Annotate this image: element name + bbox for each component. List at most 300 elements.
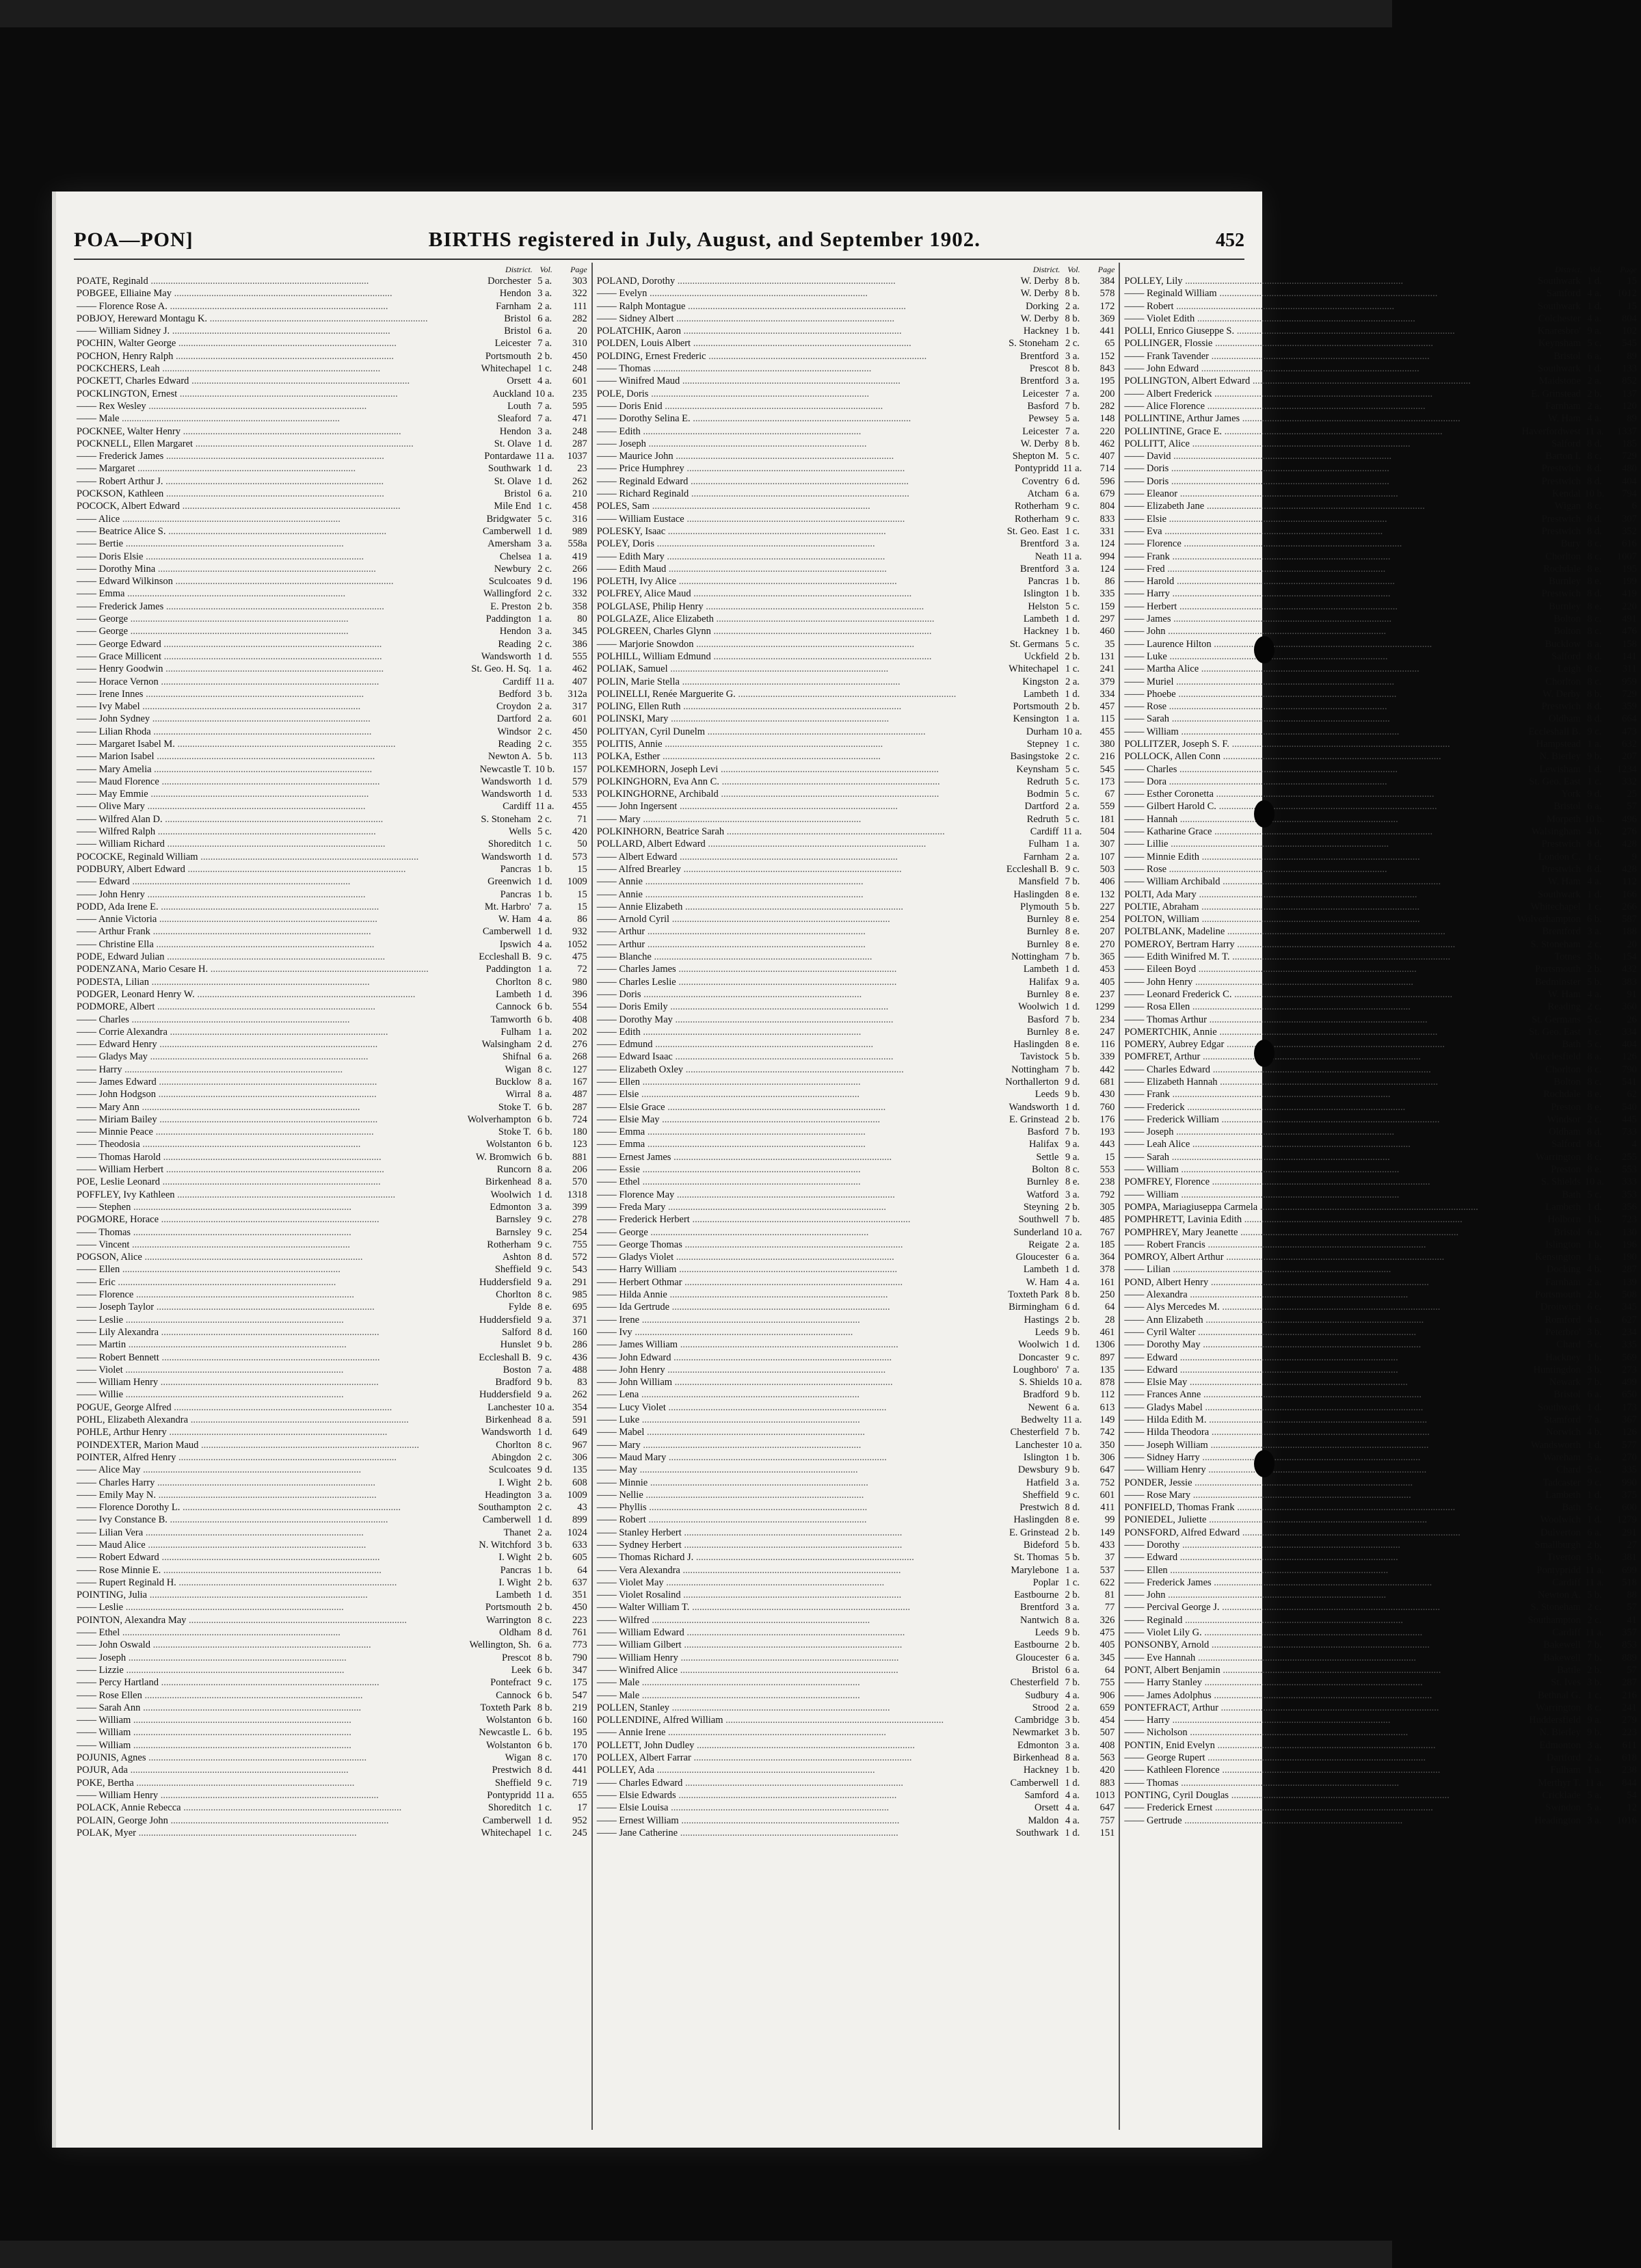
entry-volume: 6 d. <box>1065 475 1080 487</box>
entry-page: 460 <box>1099 626 1115 637</box>
entry-district: Mt. Harbro' <box>484 901 531 912</box>
entry-page: 755 <box>1099 1677 1115 1689</box>
entry-name: POINDEXTER, Marion Maud ..... <box>77 1439 429 1451</box>
entry-volume: 7 b. <box>1065 951 1080 963</box>
entry-district: Salford <box>502 1326 531 1338</box>
register-entry <box>597 1064 1115 1076</box>
entry-volume: 3 a. <box>537 1489 552 1501</box>
entry-page: 608 <box>572 1477 587 1488</box>
entry-page: 420 <box>1099 1765 1115 1776</box>
register-entry <box>597 1539 1115 1551</box>
entry-district: Pewsey <box>1028 413 1059 425</box>
entry-volume: 1 b. <box>1065 1765 1080 1776</box>
entry-volume: 9 c. <box>1065 513 1080 525</box>
entry-name: POLTON, William ..... <box>1124 913 1478 925</box>
entry-page: 442 <box>1099 1064 1115 1075</box>
register-entry <box>77 1477 587 1489</box>
entry-volume: 8 c. <box>1587 676 1602 687</box>
entry-volume: 2 a. <box>1065 1239 1080 1250</box>
entry-district: St. Olave <box>494 438 531 449</box>
entry-district: Woolwich <box>1018 1001 1059 1013</box>
entry-page: 72 <box>577 964 587 975</box>
entry-name: PONTING, Cyril Douglas ..... <box>1124 1789 1478 1802</box>
register-entry <box>1124 300 1636 313</box>
register-entry <box>1124 1001 1636 1013</box>
entry-volume: 8 b. <box>1065 1289 1080 1301</box>
entry-volume: 1 b. <box>1586 1239 1602 1250</box>
entry-volume: 1 c. <box>1587 851 1602 862</box>
entry-name: POCKNEE, Walter Henry ..... <box>77 425 429 438</box>
register-entry <box>77 1126 587 1138</box>
entry-district: Newcastle T. <box>479 763 531 775</box>
entry-name: —— Ethel ..... <box>77 1626 429 1639</box>
entry-name: —— Annie Elizabeth ..... <box>597 901 957 913</box>
register-entry <box>597 613 1115 625</box>
entry-volume: 4 a. <box>1587 313 1602 324</box>
entry-volume: 8 e. <box>537 1302 552 1313</box>
entry-volume: 3 a. <box>1065 350 1080 362</box>
entry-volume: 2 a. <box>1065 851 1080 862</box>
entry-volume: 1 d. <box>1586 276 1602 287</box>
register-entry <box>597 1789 1115 1802</box>
entry-name: —— Rose Mary ..... <box>1124 1489 1478 1501</box>
entry-volume: 4 a. <box>1587 1314 1602 1326</box>
entry-district: Huddersfield <box>479 1389 531 1401</box>
entry-page: 1299 <box>1095 1001 1115 1013</box>
entry-volume: 5 c. <box>1587 1014 1602 1025</box>
entry-volume: 9 b. <box>1586 1727 1602 1739</box>
entry-district: Bolton <box>1553 626 1581 637</box>
entry-district: Bath <box>1562 1189 1581 1200</box>
entry-name: —— Alys Mercedes M. ..... <box>1124 1301 1478 1313</box>
entry-name: —— Leslie ..... <box>77 1314 429 1326</box>
entry-name: POLTIE, Abraham ..... <box>1124 901 1478 913</box>
entry-district: Pontardawe <box>484 451 531 462</box>
register-entry <box>77 1076 587 1088</box>
register-entry <box>1124 800 1636 813</box>
register-entry <box>1124 1201 1636 1213</box>
entry-district: Doncaster <box>1018 1351 1059 1363</box>
register-entry <box>77 362 587 375</box>
entry-name: —— May Emmie ..... <box>77 788 429 800</box>
entry-district: Dewsbury <box>1017 1464 1059 1476</box>
entry-district: Rochdale <box>1543 563 1581 575</box>
entry-page: 270 <box>1099 938 1115 950</box>
register-entry <box>1124 976 1636 988</box>
register-entry <box>597 901 1115 913</box>
entry-page: 15 <box>1627 300 1637 312</box>
register-entry <box>1124 963 1636 975</box>
entry-volume: 11 a. <box>535 1789 555 1801</box>
entry-district: Southwark <box>1538 1401 1581 1413</box>
entry-name: —— Emma ..... <box>597 1126 957 1138</box>
entry-page: 647 <box>1099 1802 1115 1814</box>
entry-page: 794 <box>1622 488 1637 500</box>
entry-page: 287 <box>1622 1677 1637 1689</box>
entry-page: 254 <box>572 1226 587 1238</box>
entry-volume: 8 e. <box>1587 1101 1602 1113</box>
entry-name: POLLITT, Alice ..... <box>1124 438 1478 450</box>
entry-page: 355 <box>572 738 587 750</box>
entry-name: —— Reginald William ..... <box>1124 287 1478 300</box>
entry-district: Prescot <box>1029 363 1059 375</box>
entry-district: Sleaford <box>497 413 531 425</box>
entry-volume: 10 b. <box>1584 488 1605 500</box>
register-page <box>52 192 1637 2148</box>
entry-volume: 1 d. <box>537 475 552 487</box>
register-entry <box>1124 1176 1636 1188</box>
entry-volume: 3 a. <box>1065 538 1080 550</box>
entry-volume: 9 b. <box>1065 1627 1080 1639</box>
entry-name: —— George ..... <box>77 613 429 625</box>
entry-page: 287 <box>572 1101 587 1113</box>
entry-district: Greenwich <box>488 876 531 888</box>
register-entry <box>597 287 1115 300</box>
register-entry <box>597 1614 1115 1626</box>
entry-name: —— William Richard ..... <box>77 838 429 850</box>
entry-volume: 4 b. <box>1586 1264 1602 1276</box>
entry-volume: 5 b. <box>1586 1590 1602 1601</box>
register-entry <box>597 575 1115 588</box>
entry-name: PONTIN, Enid Evelyn ..... <box>1124 1739 1478 1752</box>
entry-district: Mansfield <box>1018 876 1059 888</box>
entry-district: Bolton <box>1553 1077 1581 1087</box>
entry-page: 357 <box>1622 1627 1637 1639</box>
entry-name: —— Evelyn ..... <box>597 287 957 300</box>
entry-district: Wandsworth <box>481 789 531 800</box>
entry-district: Chorlton <box>1545 551 1581 562</box>
entry-name: —— Stephen ..... <box>77 1201 429 1213</box>
entry-list <box>1124 275 1636 1827</box>
entry-district: Brentford <box>1020 1602 1059 1613</box>
entry-page: 133 <box>1622 363 1637 375</box>
entry-volume: 7 a. <box>1065 1364 1080 1375</box>
entry-name: POGMORE, Horace ..... <box>77 1213 429 1226</box>
entry-district: Prestwich <box>1541 588 1581 600</box>
register-entry <box>597 1501 1115 1514</box>
entry-volume: 6 b. <box>537 1715 552 1726</box>
register-entry <box>77 450 587 462</box>
entry-name: —— Gilbert Harold C. ..... <box>1124 800 1478 813</box>
register-entry <box>597 700 1115 713</box>
entry-district: Farnham <box>1545 1276 1581 1288</box>
entry-district: Hampstead <box>1536 738 1581 750</box>
entry-page: 287 <box>572 438 587 449</box>
entry-district: E. Grinstead <box>1009 1527 1059 1538</box>
entry-name: —— Mary Amelia ..... <box>77 763 429 776</box>
entry-district: Rotherham <box>1014 501 1059 512</box>
entry-district: Southampton <box>1527 1614 1581 1626</box>
entry-district: Lambeth <box>1545 1489 1581 1501</box>
entry-volume: 1 d. <box>1065 1339 1080 1351</box>
register-entry <box>1124 951 1636 963</box>
entry-district: Lambeth <box>496 988 531 1000</box>
entry-district: Sudbury <box>1025 1689 1059 1701</box>
entry-volume: 5 b. <box>1065 901 1080 912</box>
entry-name: POFFLEY, Ivy Kathleen ..... <box>77 1189 429 1201</box>
entry-page: 91 <box>1627 988 1637 1000</box>
entry-district: Toxteth Park <box>1008 1289 1059 1301</box>
entry-volume: 1 b. <box>1065 326 1080 337</box>
entry-page: 276 <box>1622 826 1637 838</box>
entry-page: 86 <box>1104 576 1115 588</box>
entry-page: 755 <box>572 1239 587 1250</box>
entry-district: S. Stoneham <box>481 813 531 825</box>
entry-page: 1337 <box>1616 425 1637 437</box>
entry-volume: 2 b. <box>537 1477 552 1488</box>
register-entry <box>597 1827 1115 1839</box>
register-entry <box>597 462 1115 475</box>
register-entry <box>1124 588 1636 600</box>
entry-volume: 1 a. <box>537 663 552 675</box>
register-entry <box>77 1789 587 1802</box>
entry-volume: 9 a. <box>1065 1139 1080 1150</box>
entry-district: Prestwich <box>1541 701 1581 713</box>
entry-district: Keynsham <box>1538 338 1581 350</box>
entry-name: —— Frederick Herbert ..... <box>597 1213 957 1226</box>
entry-name: —— Eileen Boyd ..... <box>1124 963 1478 975</box>
register-entry <box>1124 400 1636 412</box>
entry-name: —— Lilian Vera ..... <box>77 1527 429 1539</box>
entry-name: —— Essie ..... <box>597 1163 957 1176</box>
entry-name: POLEY, Doris ..... <box>597 538 957 550</box>
entry-district: Cannock <box>496 1689 531 1701</box>
entry-page: 897 <box>1099 1351 1115 1363</box>
register-entry <box>597 800 1115 813</box>
entry-page: 303 <box>572 276 587 287</box>
entry-page: 952 <box>572 1815 587 1826</box>
register-entry <box>597 1364 1115 1376</box>
register-entry <box>597 663 1115 675</box>
entry-volume: 8 c. <box>1587 501 1602 512</box>
register-entry <box>597 938 1115 951</box>
entry-volume: 1 c. <box>537 1802 552 1814</box>
register-entry <box>1124 601 1636 613</box>
register-entry <box>1124 1451 1636 1464</box>
entry-name: —— Edward ..... <box>1124 1351 1478 1364</box>
entry-district: Bakewell <box>1543 1652 1581 1663</box>
entry-volume: 3 a. <box>537 288 552 300</box>
register-entry <box>597 788 1115 800</box>
entry-name: —— Minnie ..... <box>597 1477 957 1489</box>
register-entry <box>77 400 587 412</box>
entry-name: PODD, Ada Irene E. ..... <box>77 901 429 913</box>
entry-name: —— Ralph Montague ..... <box>597 300 957 313</box>
entry-district: Bedwelty <box>1020 1414 1059 1426</box>
entry-name: —— Florence Dorothy L. ..... <box>77 1501 429 1514</box>
entry-district: Basford <box>1027 1014 1059 1025</box>
entry-page: 241 <box>1099 663 1115 675</box>
register-entry <box>597 588 1115 600</box>
register-entry <box>1124 1364 1636 1376</box>
entry-name: —— Ethel ..... <box>597 1176 957 1188</box>
entry-volume: 8 c. <box>1587 1064 1602 1075</box>
entry-volume: 8 c. <box>1587 626 1602 637</box>
entry-district: Wells <box>509 826 531 838</box>
entry-volume: 1 c. <box>1587 1026 1602 1038</box>
register-entry <box>77 913 587 925</box>
register-entry <box>77 938 587 951</box>
entry-page: 555 <box>572 650 587 662</box>
entry-page: 699 <box>1622 1564 1637 1576</box>
entry-page: 407 <box>572 676 587 687</box>
register-entry <box>1124 625 1636 637</box>
register-entry <box>1124 938 1636 951</box>
entry-volume: 7 b. <box>1065 1014 1080 1025</box>
entry-district: Newton A. <box>1538 1590 1581 1601</box>
register-entry <box>1124 1802 1636 1814</box>
entry-page: 62 <box>1627 1089 1637 1100</box>
entry-page: 729 <box>1622 451 1637 462</box>
entry-name: —— Elsie May ..... <box>597 1113 957 1126</box>
entry-page: 139 <box>1622 1276 1637 1288</box>
entry-district: Shepton M. <box>1012 451 1059 462</box>
entry-name: —— Thomas Arthur ..... <box>1124 1014 1478 1026</box>
entry-district: Chesterfield <box>1010 1677 1059 1689</box>
entry-name: PODE, Edward Julian ..... <box>77 951 429 963</box>
entry-volume: 4 a. <box>537 375 552 387</box>
entry-district: Burnley <box>1026 1026 1059 1038</box>
entry-page: 543 <box>572 1264 587 1276</box>
entry-district: Wallingford <box>483 588 531 600</box>
entry-volume: 9 c. <box>537 1226 552 1238</box>
entry-volume: 5 c. <box>1065 763 1080 775</box>
entry-page: 383 <box>1622 976 1637 988</box>
entry-volume: 9 a. <box>537 1276 552 1288</box>
entry-name: —— James William ..... <box>597 1339 957 1351</box>
entry-name: —— Annie Irene ..... <box>597 1726 957 1739</box>
page-title: BIRTHS registered in July, August, and September 1902. <box>428 227 980 251</box>
entry-page: 632 <box>1622 738 1637 750</box>
entry-page: 173 <box>1099 776 1115 787</box>
entry-volume: 9 c. <box>537 1677 552 1689</box>
entry-page: 43 <box>577 1502 587 1514</box>
entry-name: —— Doris ..... <box>597 988 957 1001</box>
entry-page: 757 <box>1099 1815 1115 1826</box>
entry-district: Nottingham <box>1011 951 1059 963</box>
register-entry <box>77 1038 587 1051</box>
entry-page: 601 <box>572 713 587 725</box>
entry-name: —— George Thomas ..... <box>597 1239 957 1251</box>
register-entry <box>77 763 587 776</box>
entry-page: 196 <box>572 576 587 588</box>
entry-name: —— Margaret Isabel M. ..... <box>77 738 429 750</box>
entry-volume: 2 b. <box>1065 1113 1080 1125</box>
entry-name: PODMORE, Albert ..... <box>77 1001 429 1013</box>
entry-volume: 9 a. <box>1065 1151 1080 1163</box>
entry-volume: 1 d. <box>1065 614 1080 625</box>
entry-name: POLIAK, Samuel ..... <box>597 663 957 675</box>
entry-name: POMPHREY, Mary Jeanette ..... <box>1124 1226 1478 1239</box>
register-entry <box>597 300 1115 313</box>
entry-volume: 9 d. <box>1586 789 1602 800</box>
entry-district: Cardiff <box>503 801 531 813</box>
register-entry <box>77 525 587 538</box>
entry-volume: 5 c. <box>1065 451 1080 462</box>
entry-district: Redruth <box>1026 813 1059 825</box>
entry-volume: 1 a. <box>537 1026 552 1038</box>
entry-volume: 1 d. <box>537 851 552 862</box>
entry-district: Huntingdon <box>1533 1364 1581 1375</box>
register-entry <box>597 838 1115 850</box>
entry-district: Portsmouth <box>485 1602 531 1613</box>
entry-name: —— Cyril Walter ..... <box>1124 1326 1478 1339</box>
entry-name: —— Lucy Violet ..... <box>597 1401 957 1414</box>
entry-name: —— Frederick William ..... <box>1124 1113 1478 1126</box>
entry-name: POMROY, Albert Arthur ..... <box>1124 1251 1478 1263</box>
entry-district: S. Shields <box>1540 1176 1581 1188</box>
entry-page: 89 <box>1627 413 1637 425</box>
entry-page: 88 <box>1627 1590 1637 1601</box>
entry-name: —— Sarah ..... <box>1124 713 1478 725</box>
entry-district: Sheffield <box>1022 1489 1059 1501</box>
entry-name: —— Charles ..... <box>77 1014 429 1026</box>
register-entry <box>597 513 1115 525</box>
entry-volume: 5 b. <box>1586 976 1602 988</box>
entry-page: 773 <box>572 1639 587 1651</box>
register-entry <box>1124 776 1636 788</box>
entry-page: 573 <box>572 851 587 862</box>
entry-volume: 8 e. <box>1587 1164 1602 1176</box>
entry-name: —— Arthur ..... <box>597 938 957 951</box>
entry-page: 102 <box>1622 326 1637 337</box>
entry-name: POBJOY, Hereward Montagu K. ..... <box>77 313 429 325</box>
entry-name: —— Hilda Theodora ..... <box>1124 1426 1478 1438</box>
entry-page: 248 <box>572 363 587 375</box>
entry-district: Birmingham <box>1009 1302 1059 1313</box>
entry-name: —— Arnold Cyril ..... <box>597 913 957 925</box>
entry-name: —— Maud Florence ..... <box>77 776 429 788</box>
entry-page: 433 <box>1099 1539 1115 1551</box>
entry-page: 112 <box>1100 1389 1115 1401</box>
entry-district: Lambeth <box>1023 964 1059 975</box>
entry-volume: 6 b. <box>537 1113 552 1125</box>
entry-volume: 1 c. <box>1065 525 1080 537</box>
register-entry <box>1124 287 1636 300</box>
register-entry <box>77 412 587 425</box>
entry-name: —— Elsie May ..... <box>1124 1376 1478 1388</box>
entry-volume: 7 b. <box>1065 400 1080 412</box>
entry-page: 149 <box>1099 1414 1115 1426</box>
entry-volume: 5 c. <box>1065 601 1080 612</box>
entry-name: —— Eva ..... <box>1124 525 1478 538</box>
entry-name: —— Florence Rose A. ..... <box>77 300 429 313</box>
entry-page: 457 <box>1099 701 1115 713</box>
register-entry <box>77 1777 587 1789</box>
entry-volume: 8 a. <box>537 1164 552 1176</box>
entry-name: —— Elizabeth Jane ..... <box>1124 500 1478 512</box>
entry-page: 297 <box>1099 614 1115 625</box>
register-entry <box>597 1527 1115 1539</box>
entry-name: —— Sarah Ann ..... <box>77 1702 429 1714</box>
entry-district: W. Ham <box>1026 1276 1059 1288</box>
entry-name: —— John Sydney ..... <box>77 713 429 725</box>
entry-district: N. Witchford <box>479 1539 531 1551</box>
entry-page: 185 <box>1622 438 1637 449</box>
register-entry <box>1124 650 1636 663</box>
entry-district: Haslingden <box>1013 1514 1059 1526</box>
register-entry <box>77 638 587 650</box>
entry-page: 190 <box>1622 1252 1637 1263</box>
entry-page: 369 <box>1099 313 1115 324</box>
entry-district: E. Grinstead <box>1009 1113 1059 1125</box>
entry-district: Wandsworth <box>1009 1101 1059 1113</box>
entry-district: Hendon <box>499 288 531 300</box>
register-entry <box>77 851 587 863</box>
entry-district: Southwark <box>1538 300 1581 312</box>
register-entry <box>1124 1326 1636 1339</box>
register-entry <box>77 1301 587 1313</box>
